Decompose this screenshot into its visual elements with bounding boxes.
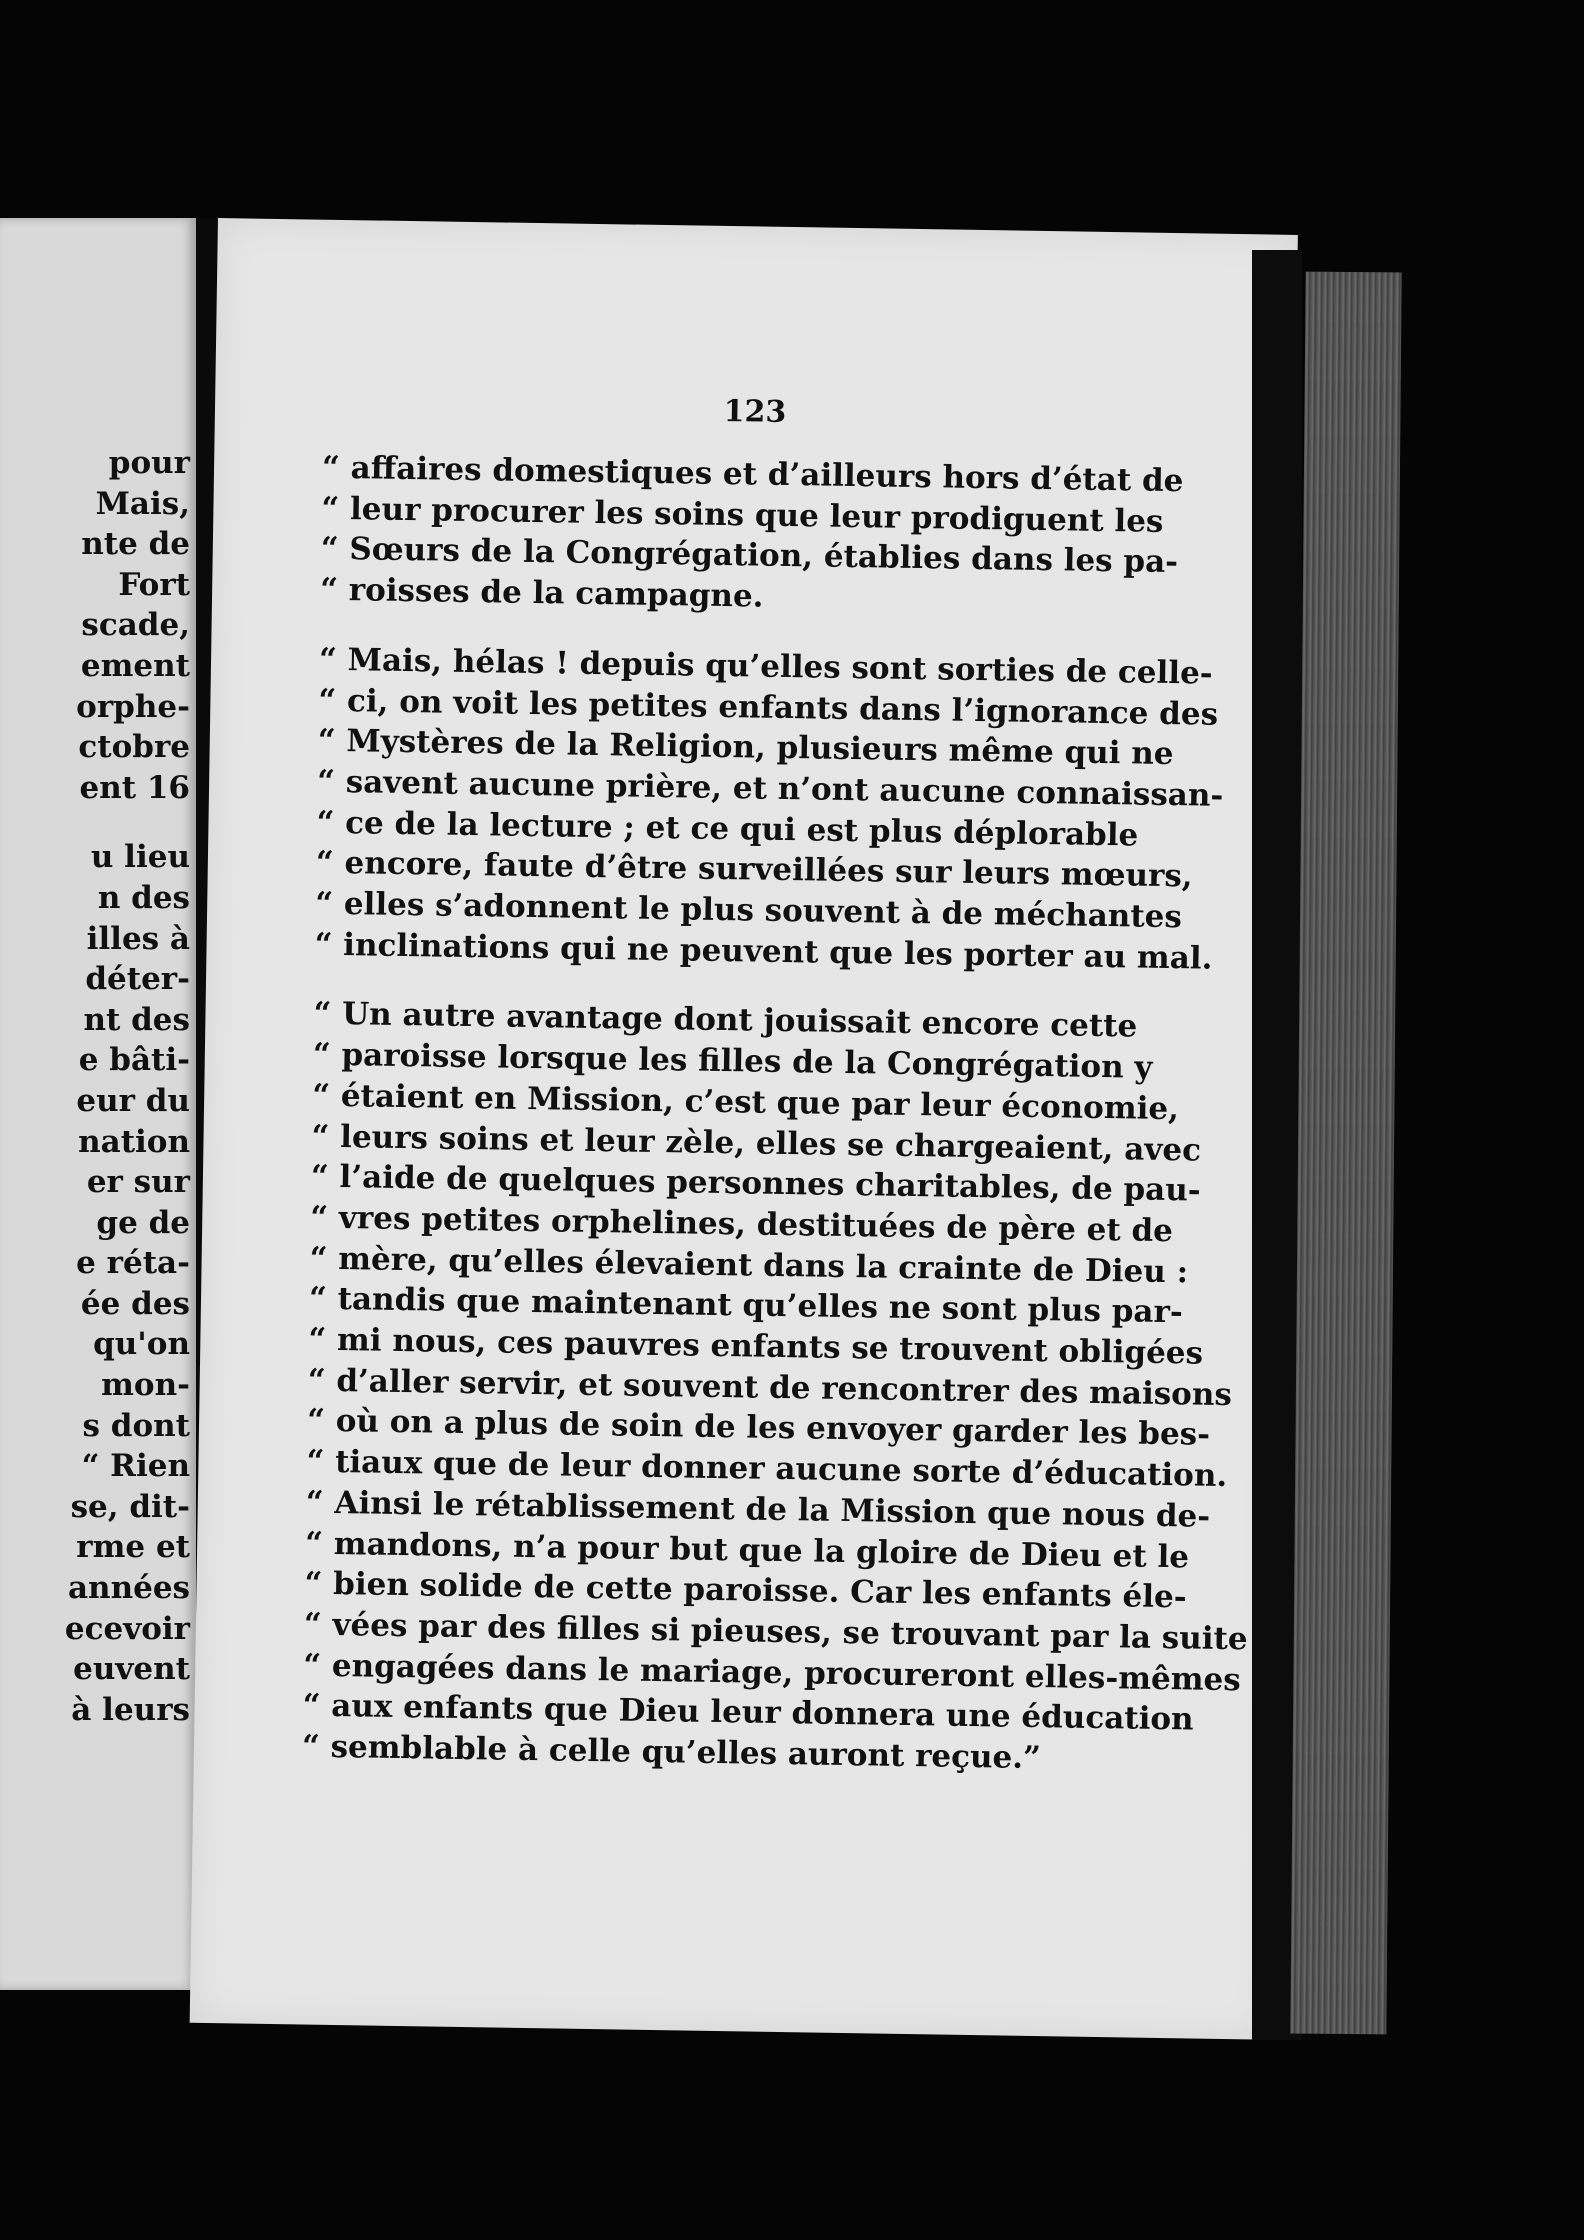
left-page-line: qu'on: [93, 1326, 190, 1363]
left-page-line: e bâti-: [78, 1042, 190, 1079]
text-line: “ Ainsi le rétablissement de la Mission que nous de-: [305, 1484, 1211, 1535]
book-page-edges: [1290, 272, 1401, 2035]
left-page-line: ement: [80, 647, 190, 684]
left-page-line: nation: [78, 1123, 190, 1160]
text-line: “ aux enfants que Dieu leur donnera une éducation: [302, 1687, 1194, 1738]
text-line: “ ci, on voit les petites enfants dans l’ignorance des: [318, 682, 1219, 733]
text-line: “ Un autre avantage dont jouissait encore cette: [313, 996, 1138, 1045]
text-line: “ Sœurs de la Congrégation, établies dans les pa-: [320, 531, 1179, 581]
page-number: 123: [723, 393, 787, 430]
right-page: [190, 218, 1298, 2040]
text-line: “ paroisse lorsque les filles de la Congrégation y: [312, 1036, 1153, 1086]
text-line: “ Mystères de la Religion, plusieurs même qui ne: [317, 722, 1174, 773]
text-line: “ leurs soins et leur zèle, elles se chargeaient, avec: [311, 1118, 1202, 1169]
background-dark-top: [0, 0, 1584, 212]
paragraph-gap: [0, 808, 190, 837]
left-page-line: à leurs: [71, 1691, 190, 1728]
paragraph: [314, 639, 1224, 977]
text-line: “ d’aller servir, et souvent de rencontrer des maisons: [307, 1362, 1233, 1413]
left-page-line: mon-: [101, 1367, 190, 1404]
text-line: “ l’aide de quelques personnes charitables, de pau-: [310, 1158, 1201, 1209]
left-page-line: nte de: [81, 526, 190, 563]
paragraph: [319, 448, 1184, 623]
left-page-line: nt des: [83, 1001, 190, 1038]
left-page-line: Fort: [118, 566, 190, 603]
text-line: “ mandons, n’a pour but que la gloire de Dieu et le: [304, 1525, 1190, 1575]
left-page-line: euvent: [73, 1651, 190, 1688]
left-page-line: ecevoir: [64, 1610, 190, 1647]
left-page-line: se, dit-: [70, 1488, 190, 1525]
text-line: “ inclinations qui ne peuvent que les porter au mal.: [314, 926, 1213, 977]
left-page-line: s dont: [82, 1407, 190, 1444]
left-page-line: ée des: [80, 1285, 190, 1322]
left-page-text: [0, 443, 190, 1730]
paragraph: [301, 994, 1248, 1779]
left-page-line: déter-: [85, 961, 190, 998]
page-body-text: [301, 448, 1248, 1779]
text-line: “ engagées dans le mariage, procureront elles-mêmes: [302, 1647, 1242, 1698]
left-page-line: ent 16: [79, 769, 190, 806]
left-page-line: e réta-: [76, 1245, 190, 1282]
text-line: “ tandis que maintenant qu’elles ne sont plus par-: [308, 1280, 1184, 1331]
left-page-line: u lieu: [90, 839, 190, 876]
left-page-line: pour: [108, 445, 190, 481]
text-line: “ Mais, hélas ! depuis qu’elles sont sorties de celle-: [318, 641, 1213, 692]
left-page-line: ctobre: [78, 729, 190, 766]
text-line: “ bien solide de cette paroisse. Car les enfants éle-: [304, 1565, 1187, 1616]
left-page-line: rme et: [76, 1529, 190, 1566]
left-page-line: eur du: [76, 1082, 190, 1119]
text-line: “ où on a plus de soin de les envoyer garder les bes-: [306, 1403, 1211, 1454]
text-line: “ semblable à celle qu’elles auront reçue.”: [301, 1728, 1042, 1777]
text-line: “ tiaux que de leur donner aucune sorte d’éducation.: [306, 1443, 1228, 1495]
left-page-line: années: [67, 1570, 190, 1607]
left-page-line: illes à: [86, 920, 190, 957]
left-page-line: er sur: [86, 1164, 190, 1201]
text-line: “ mi nous, ces pauvres enfants se trouvent obligées: [308, 1321, 1204, 1372]
left-page-line: Mais,: [95, 485, 190, 522]
text-line: “ étaient en Mission, c’est que par leur économie,: [311, 1077, 1180, 1128]
text-line: “ affaires domestiques et d’ailleurs hors d’état de: [321, 449, 1184, 500]
left-page-line: n des: [97, 879, 190, 916]
text-line: “ encore, faute d’être surveillées sur leurs mœurs,: [315, 844, 1193, 895]
text-line: “ roisses de la campagne.: [319, 571, 764, 615]
left-page-line: ge de: [96, 1204, 190, 1241]
text-line: “ vres petites orphelines, destituées de père et de: [310, 1199, 1174, 1250]
left-page-line: “ Rien: [81, 1448, 190, 1485]
left-page-line: orphe-: [76, 688, 190, 725]
text-line: “ vées par des filles si pieuses, se trouvant par la suite: [303, 1606, 1248, 1658]
text-line: “ ce de la lecture ; et ce qui est plus déplorable: [316, 804, 1139, 854]
left-page-line: scade,: [81, 607, 190, 644]
text-line: “ mère, qu’elles élevaient dans la crainte de Dieu :: [309, 1240, 1189, 1291]
text-line: “ leur procurer les soins que leur prodiguent les: [321, 490, 1164, 540]
left-page: [0, 218, 196, 1990]
text-line: “ savent aucune prière, et n’ont aucune connaissan-: [316, 763, 1224, 814]
text-line: “ elles s’adonnent le plus souvent à de méchantes: [314, 885, 1183, 936]
